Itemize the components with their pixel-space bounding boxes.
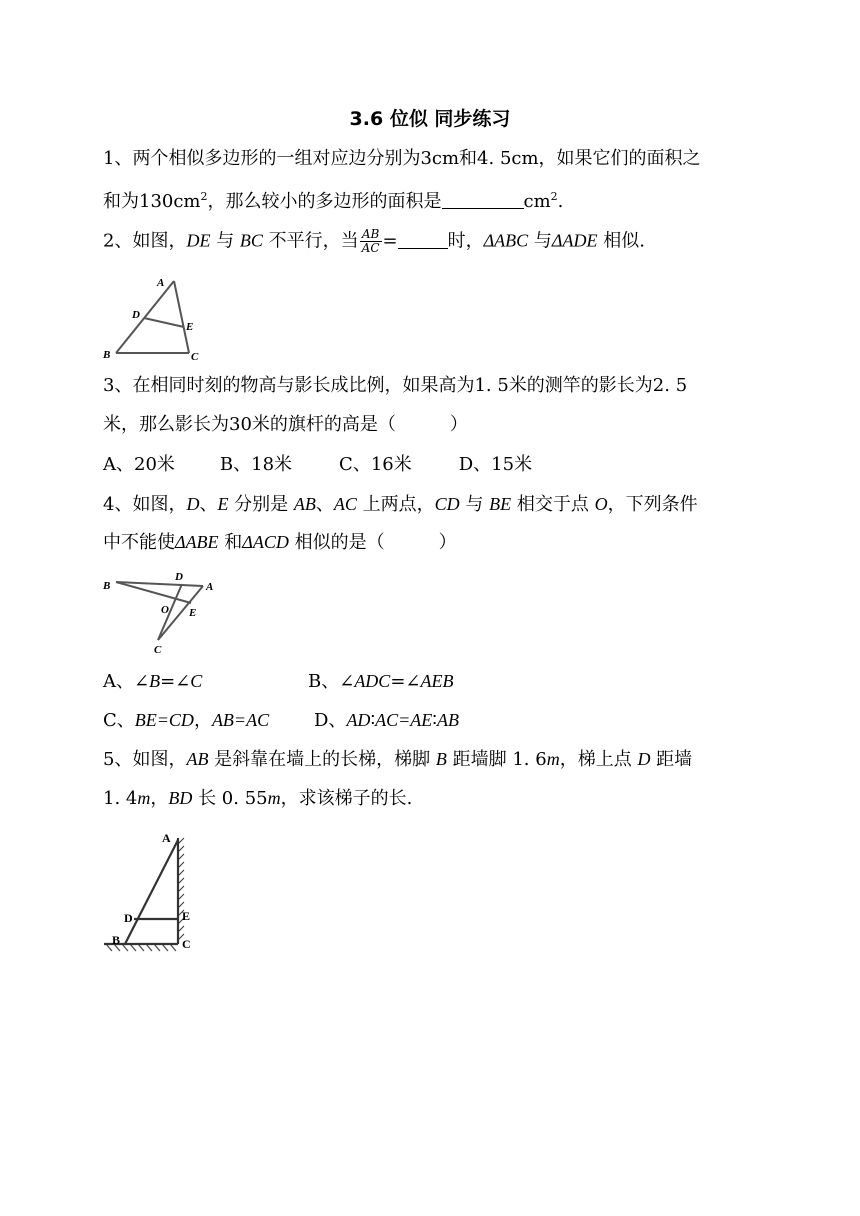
fig1-label-d: D	[132, 309, 140, 321]
q3-options	[103, 453, 532, 477]
fig2-label-o: O	[161, 604, 169, 616]
q3-option-b: B、18米	[219, 454, 293, 475]
fig2-label-c: C	[154, 644, 162, 656]
fig2-label-a: A	[206, 581, 214, 593]
q1-line1: 1、两个相似多边形的一组对应边分别为3cm和4. 5cm，如果它们的面积之	[103, 148, 701, 169]
q2-fraction: $\frac{AB}{AC}$	[361, 227, 380, 255]
fig2-label-b: B	[103, 580, 111, 592]
q2-line: 2、如图，DE 与 BC 不平行，当 $\frac{AB}{AC}$ = 时，ΔABC 与ΔADE 相似.	[103, 227, 645, 255]
q3-option-c: C、16米	[339, 454, 412, 475]
fig2-label-d: D	[175, 571, 183, 583]
q2-answer-blank	[398, 230, 448, 249]
q4-line1: 4、如图，D、E 分别是 AB、AC 上两点，CD 与 BE 相交于点 O，下列条件	[103, 494, 698, 515]
q1-line2: 和为$130cm^2$，那么较小的多边形的面积是 $cm^2$.	[103, 190, 564, 212]
figure-intersecting-lines	[100, 569, 225, 657]
q4-options-row1	[103, 669, 202, 694]
q4-option-b: B、∠ADC=∠AEB	[308, 671, 454, 692]
q5-line2: 1. 4m，BD 长 0. 55m，求该梯子的长.	[103, 788, 413, 809]
q3-option-a: A、20米	[103, 454, 175, 475]
q4-line2: 中不能使ΔABE 和ΔACD 相似的是（ ）	[103, 532, 457, 553]
fig1-label-b: B	[103, 349, 111, 361]
q4-option-d: D、AD∶AC=AE∶AB	[314, 710, 459, 731]
fig1-label-c: C	[191, 351, 199, 363]
figure-triangle-abc	[100, 272, 210, 364]
q4-option-a: A、∠B=∠C	[103, 671, 203, 692]
q4-option-c: C、BE=CD，AB=AC	[103, 710, 270, 731]
fig1-label-a: A	[157, 277, 165, 289]
q3-option-d: D、15米	[458, 454, 533, 475]
q1-answer-blank	[442, 190, 524, 209]
q3-line1: 3、在相同时刻的物高与影长成比例，如果高为1. 5米的测竿的影长为2. 5	[103, 375, 688, 396]
fig3-label-a: A	[162, 831, 171, 845]
fig3-label-b: B	[112, 933, 121, 947]
q5-line1: 5、如图，AB 是斜靠在墙上的长梯，梯脚 B 距墙脚 1. 6m，梯上点 D 距墙	[103, 749, 693, 770]
page-title: 3.6 位似 同步练习	[349, 108, 511, 130]
figure-ladder	[98, 824, 208, 958]
fig3-label-d: D	[124, 911, 133, 925]
fig1-label-e: E	[186, 321, 194, 333]
fig2-label-e: E	[189, 607, 197, 619]
fig3-label-c: C	[182, 937, 191, 951]
q3-line2: 米，那么影长为30米的旗杆的高是（ ）	[103, 414, 468, 435]
fig3-label-e: E	[182, 909, 191, 923]
